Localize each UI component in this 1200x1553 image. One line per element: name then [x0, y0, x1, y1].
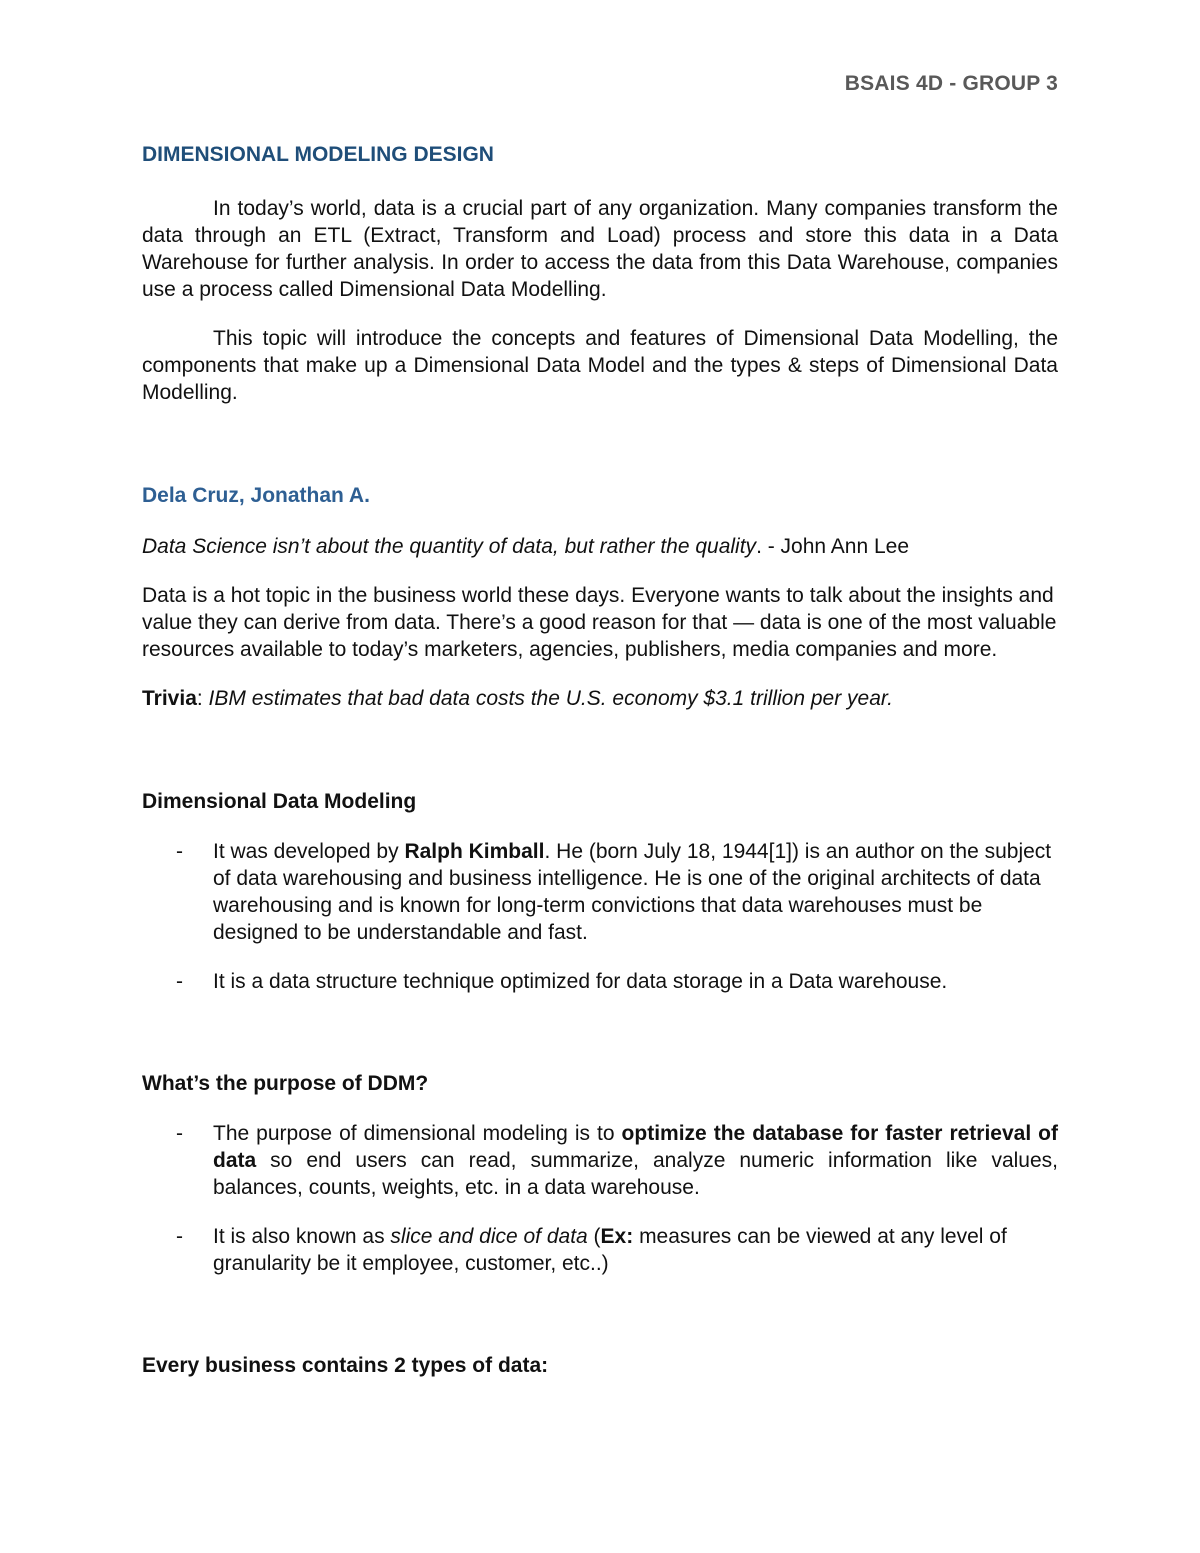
list-item — [142, 1120, 1058, 1201]
ddm-bullet-1-bold: Ralph Kimball — [404, 840, 545, 863]
purpose-bullet-1-suffix: so end users can read, summarize, analyze numeric information like values, balances, counts, weights, etc. in a data warehouse. — [213, 1149, 1058, 1199]
list-item — [142, 968, 1058, 995]
trivia-text: IBM estimates that bad data costs the U.S. economy $3.1 trillion per year. — [208, 687, 893, 710]
purpose-bullet-1-prefix: The purpose of dimensional modeling is to — [213, 1122, 622, 1145]
purpose-bullet-2-suffix: measures can be viewed at any level of granularity be it employee, customer, etc..) — [213, 1225, 1007, 1275]
trivia — [142, 685, 1058, 712]
quote-attribution: . - John Ann Lee — [756, 535, 910, 558]
trivia-colon: : — [196, 687, 209, 710]
ddm-bullet-list — [142, 838, 1058, 995]
purpose-bullet-2-prefix: It is also known as — [213, 1225, 391, 1248]
document-body — [142, 140, 1058, 1379]
quote — [142, 533, 1058, 560]
purpose-bullet-1-bold: optimize the database for faster retrieval of data — [213, 1122, 1058, 1172]
purpose-bullet-2-paren-open: ( — [587, 1225, 601, 1248]
heading-dimensional-data-modeling: Dimensional Data Modeling — [142, 790, 417, 813]
data-paragraph: Data is a hot topic in the business world these days. Everyone wants to talk about the insights and value they can derive from data. There’s a good reason for that — data is one of the most valuable resources available to today’s marketers, agencies, publishers, media companies and more. — [142, 584, 1057, 661]
bullet-dash: - — [176, 1122, 183, 1145]
purpose-bullet-2-italic: slice and dice of data — [390, 1225, 588, 1248]
list-item — [142, 838, 1058, 946]
heading-purpose-of-ddm: What’s the purpose of DDM? — [142, 1072, 429, 1095]
group-header: BSAIS 4D - GROUP 3 — [844, 72, 1058, 95]
list-item — [142, 1223, 1058, 1277]
author-name: Dela Cruz, Jonathan A. — [142, 484, 370, 507]
ddm-bullet-1-prefix: It was developed by — [213, 840, 405, 863]
bullet-dash: - — [176, 970, 183, 993]
purpose-bullet-list — [142, 1120, 1058, 1277]
intro-paragraph-1: In today’s world, data is a crucial part of any organization. Many companies transform the data through an ETL (Extract, Transform and Load) process and store this data in a Data Warehouse for further analysis. In order to access the data from this Data Warehouse, companies use a process called Dimensional Data Modelling. — [142, 197, 1058, 301]
bullet-dash: - — [176, 1225, 183, 1248]
bullet-dash: - — [176, 840, 183, 863]
ddm-bullet-2: It is a data structure technique optimized for data storage in a Data warehouse. — [213, 970, 948, 993]
document-title: DIMENSIONAL MODELING DESIGN — [142, 143, 494, 166]
purpose-bullet-2-bold: Ex: — [600, 1225, 634, 1248]
intro-paragraph-2: This topic will introduce the concepts and features of Dimensional Data Modelling, the components that make up a Dimensional Data Model and the types & steps of Dimensional Data Modelling. — [142, 327, 1058, 404]
heading-business-data-types: Every business contains 2 types of data: — [142, 1354, 549, 1377]
quote-text: Data Science isn’t about the quantity of data, but rather the quality — [142, 535, 757, 558]
ddm-bullet-1-suffix: . He (born July 18, 1944[1]) is an author on the subject of data warehousing and business intelligence. He is one of the original architects of data warehousing and is known for long-term convictions that data warehouses must be designed to be understandable and fast. — [213, 840, 1052, 944]
trivia-label: Trivia — [142, 687, 197, 710]
